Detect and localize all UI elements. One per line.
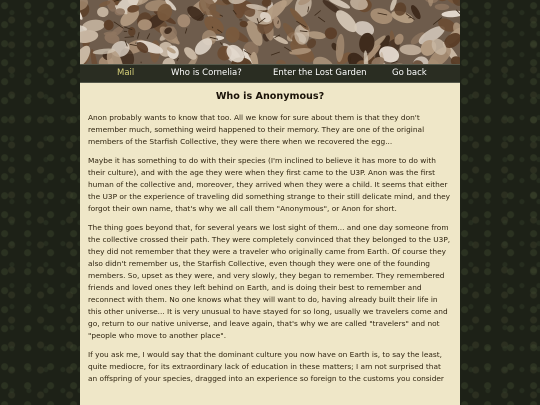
page-title: Who is Anonymous?: [215, 91, 325, 102]
nav-who-is-cornelia-link[interactable]: Who is Cornelia?: [171, 68, 242, 78]
page-column: [80, 0, 460, 405]
article-paragraph: Maybe it has something to do with their species (I'm inclined to believe it has more to do with their culture), and with the age they were when they first came to the U3P. Anon was the first human of the collective and, moreover, they arrived when they were a child. It seems that either the U3P or the experience of traveling did something strange to their still delicate mind, and they forgot their own name, that's why we all call them "Anonymous", or Anon for short.: [88, 156, 451, 213]
article-paragraph: If you ask me, I would say that the dominant culture you now have on Earth is, to say the least, quite mediocre, for its extraordinary lack of education in these matters; I am not surprised that an offspring of your species, dragged into an experience so foreign to the customs you consider: [88, 350, 444, 383]
leaves-image: [80, 0, 460, 64]
nav-bar: [80, 64, 460, 83]
article: [88, 90, 452, 392]
article-paragraph: Anon probably wants to know that too. All we know for sure about them is that they don't remember much, something weird happened to their memory. They are one of the original members of the Starfish Collective, they were there when we recovered the egg...: [88, 113, 425, 146]
nav-mail-link[interactable]: Mail: [117, 68, 135, 78]
autumn-leaves-banner: [80, 0, 460, 64]
nav-lost-garden-link[interactable]: Enter the Lost Garden: [273, 68, 367, 78]
article-paragraph: The thing goes beyond that, for several years we lost sight of them... and one day someone from the collective crossed their path. They were completely convinced that they belonged to the U3P, they did not remember that they were a traveler who originally came from Earth. Of course they also didn't remember us, the Starfish Collective, even though they were one of the founding members. So, upset as they were, and very slowly, they began to remember. They remembered friends and loved ones they left behind on Earth, and is doing their best to remember and reconnect with them. No one knows what they will want to do, having already built their life in this other universe... It is very unusual to have stayed for so long, usually we travelers come and go, return to our native universe, and leave again, that's why we are called "travelers" and not "people who move to another place".: [88, 223, 451, 340]
nav-go-back-link[interactable]: Go back: [392, 68, 427, 78]
